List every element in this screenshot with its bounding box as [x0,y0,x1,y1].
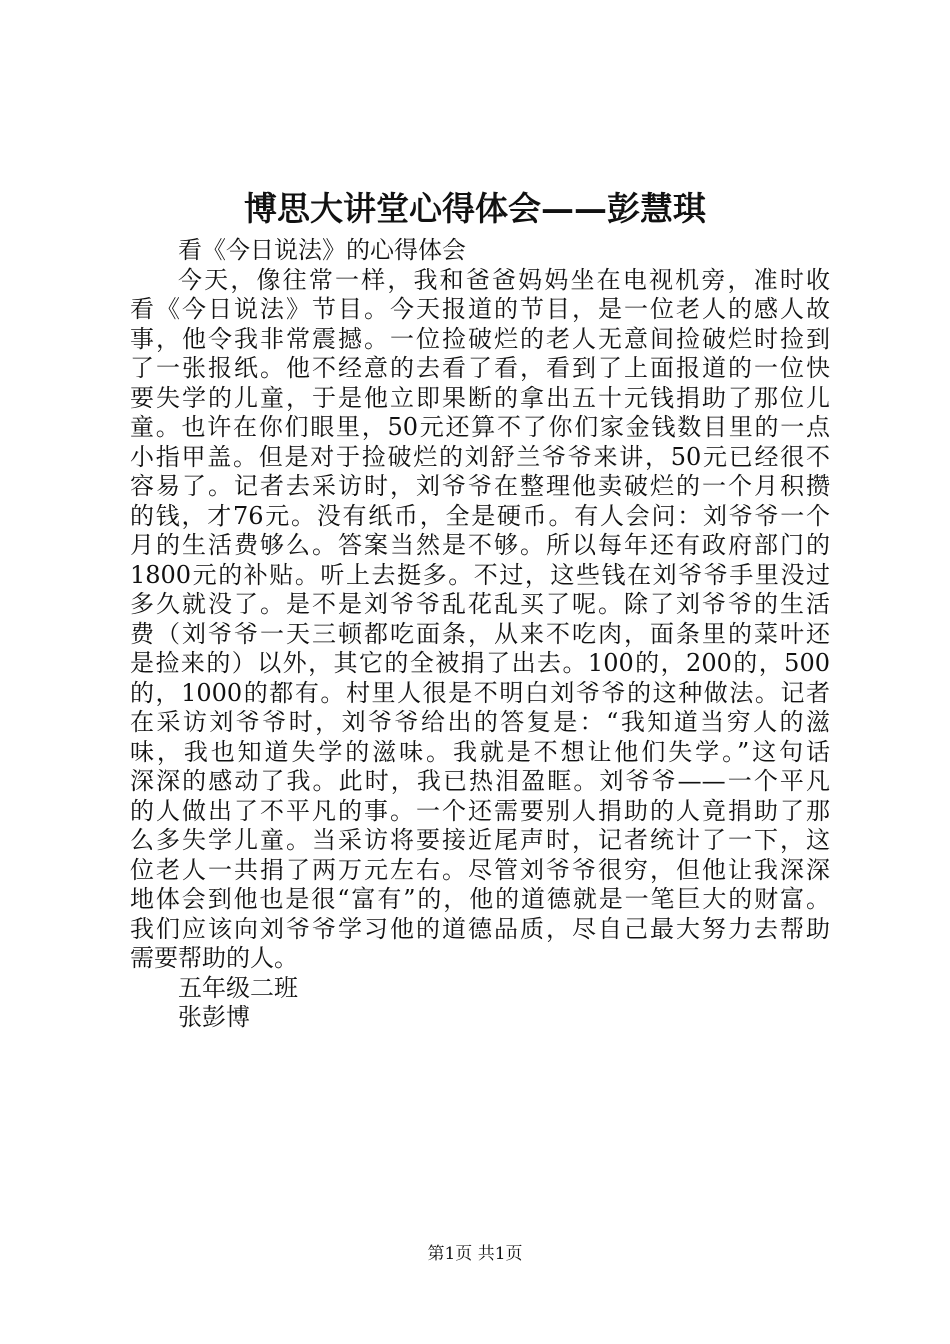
paragraph-line: 要失学的儿童，于是他立即果断的拿出五十元钱捐助了那位儿 [130,383,830,412]
paragraph-line: 位老人一共捐了两万元左右。尽管刘爷爷很穷，但他让我深深 [130,855,830,884]
class-name: 五年级二班 [178,973,298,1002]
paragraph-line: 看《今日说法》节目。今天报道的节目，是一位老人的感人故 [130,295,830,323]
paragraph-line: 地体会到他也是很“富有”的，他的道德就是一笔巨大的财富。 [130,885,830,913]
paragraph-line: 事，他令我非常震撼。一位捡破烂的老人无意间捡破烂时捡到 [130,324,830,353]
paragraph-line: 的，1000的都有。村里人很是不明白刘爷爷的这种做法。记者 [130,678,830,707]
paragraph-line: 1800元的补贴。听上去挺多。不过，这些钱在刘爷爷手里没过 [130,560,830,589]
paragraph-line: 我们应该向刘爷爷学习他的道德品质，尽自己最大努力去帮助 [130,914,830,943]
paragraph-line: 味，我也知道失学的滋味。我就是不想让他们失学。”这句话 [130,737,830,766]
author-name: 张彭博 [178,1003,250,1031]
paragraph-line: 需要帮助的人。 [130,944,298,972]
paragraph-line: 是捡来的）以外，其它的全被捐了出去。100的，200的，500 [130,649,830,677]
document-body [130,236,830,1033]
paragraph-line: 的人做出了不平凡的事。一个还需要别人捐助的人竟捐助了那 [130,796,830,825]
paragraph-line: 费（刘爷爷一天三顿都吃面条，从来不吃肉，面条里的菜叶还 [130,619,830,648]
paragraph-line: 童。也许在你们眼里，50元还算不了你们家金钱数目里的一点 [130,413,830,441]
paragraph-line: 深深的感动了我。此时，我已热泪盈眶。刘爷爷——一个平凡 [130,767,830,795]
paragraph-line: 的钱，才76元。没有纸币，全是硬币。有人会问：刘爷爷一个 [130,501,830,530]
page-footer: 第1页 共1页 [427,1244,523,1264]
paragraph-line: 今天，像往常一样，我和爸爸妈妈坐在电视机旁，准时收 [178,265,830,294]
paragraph-line: 在采访刘爷爷时，刘爷爷给出的答复是：“我知道当穷人的滋 [130,708,830,736]
paragraph-line: 小指甲盖。但是对于捡破烂的刘舒兰爷爷来讲，50元已经很不 [130,442,830,471]
paragraph-line: 么多失学儿童。当采访将要接近尾声时，记者统计了一下，这 [130,826,830,854]
paragraph-line: 容易了。记者去采访时，刘爷爷在整理他卖破烂的一个月积攒 [130,472,830,500]
subtitle-line: 看《今日说法》的心得体会 [178,236,466,264]
paragraph-line: 多久就没了。是不是刘爷爷乱花乱买了呢。除了刘爷爷的生活 [130,590,830,618]
paragraph-line: 了一张报纸。他不经意的去看了看，看到了上面报道的一位快 [130,354,830,382]
paragraph-line: 月的生活费够么。答案当然是不够。所以每年还有政府部门的 [130,531,830,559]
document-title: 博思大讲堂心得体会——彭慧琪 [244,189,706,228]
